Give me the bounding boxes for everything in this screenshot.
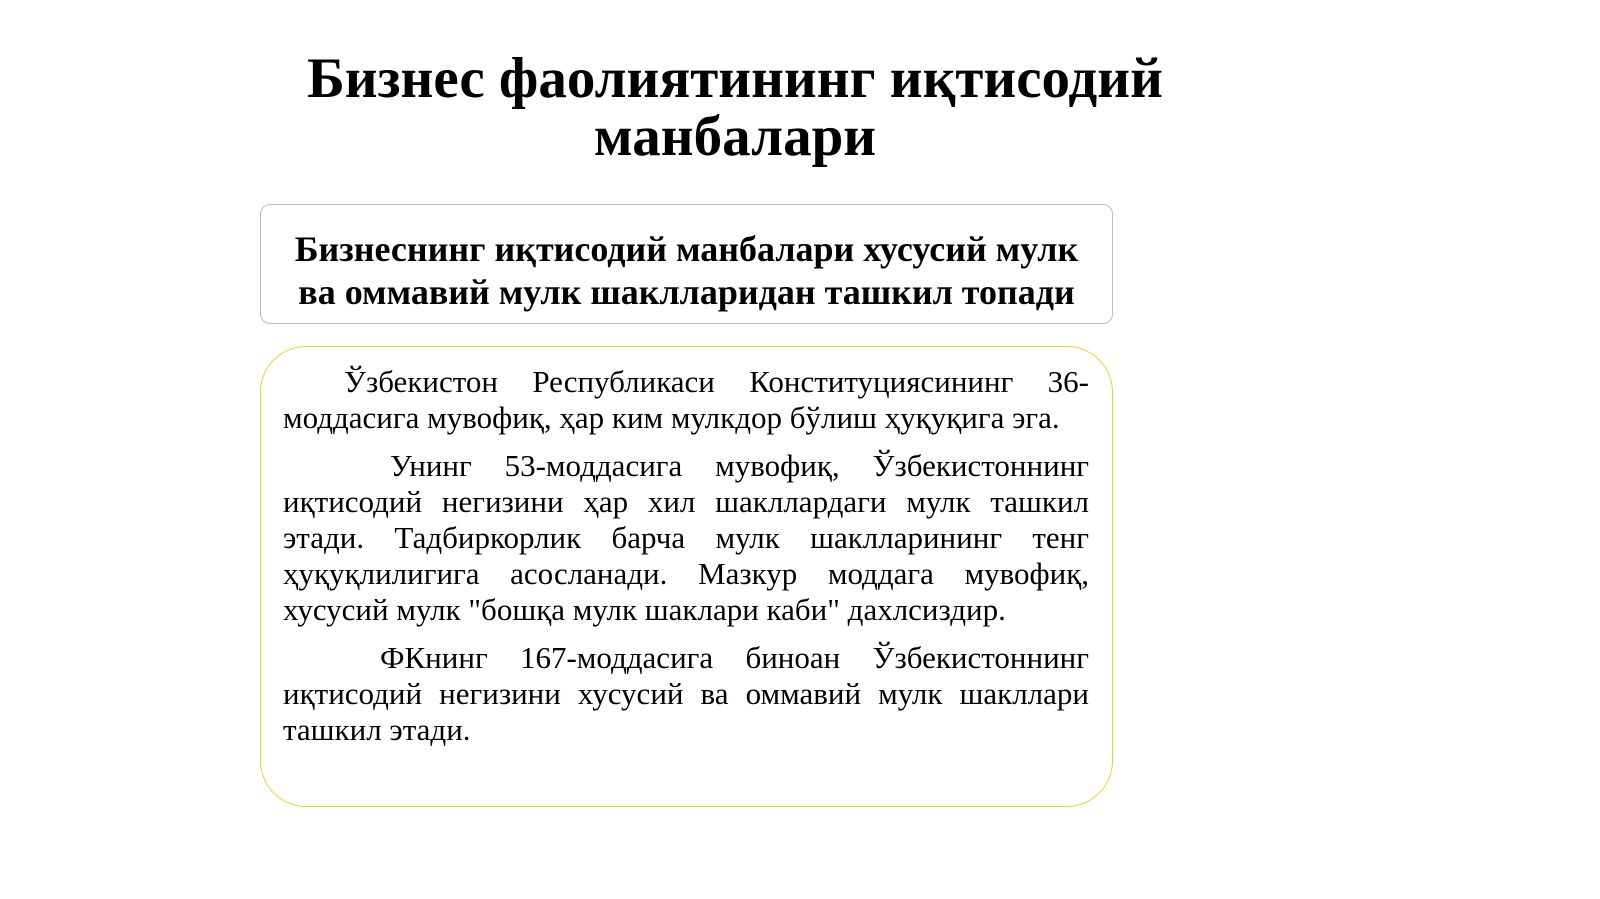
paragraph-article-53: Унинг 53-моддасига мувофиқ, Ўзбекистоннинг иқтисодий негизини ҳар хил шакллардаги мулк ташкил этади. Тадбиркорлик барча мулк шаклларининг тенг ҳуқуқлилигига асосланади. Мазкур моддага мувофиқ, хусусий мулк "бошқа мулк шаклари каби" дахлсиздир. (283, 448, 1089, 627)
content-text (283, 364, 1089, 760)
paragraph-constitution-36: Ўзбекистон Республикаси Конституциясининг 36-моддасига мувофиқ, ҳар ким мулкдор бўлиш ҳуқуқига эга. (283, 364, 1089, 435)
paragraph-civil-code-167: ФКнинг 167-моддасига биноан Ўзбекистоннинг иқтисодий негизини хусусий ва оммавий мулк шакллари ташкил этади. (283, 640, 1089, 747)
slide-title: Бизнес фаолиятининг иқтисодий манбалари (307, 47, 1163, 168)
summary-text: Бизнеснинг иқтисодий манбалари хусусий мулк ва оммавий мулк шаклларидан ташкил топади (294, 229, 1079, 312)
